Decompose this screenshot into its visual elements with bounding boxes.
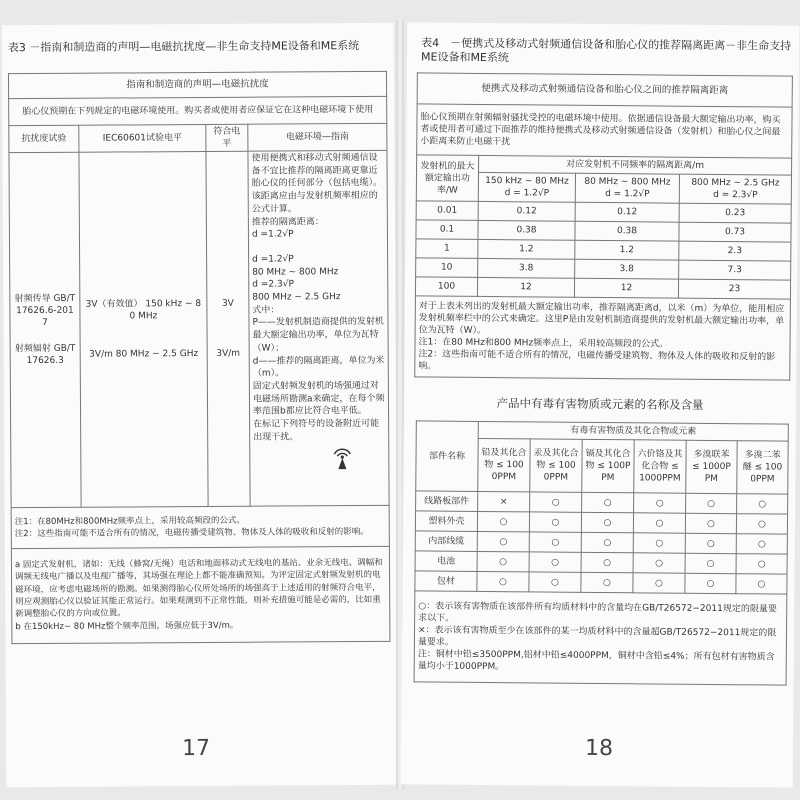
levels-cell bbox=[79, 151, 208, 507]
guidance-cell bbox=[248, 150, 389, 506]
header-level: IEC60601试验电平 bbox=[79, 124, 206, 152]
guidance-recommended: 推荐的隔离距离： bbox=[251, 216, 324, 228]
comply-cell bbox=[206, 151, 250, 506]
substance-mark: ○ bbox=[633, 513, 685, 533]
part-header: 部件名称 bbox=[416, 421, 479, 492]
table4-intro: 胎心仪预期在射频辐射骚扰受控的电磁环境中使用。依据通信设备最大额定输出功率，购买者或使用者可通过下面推荐的维持便携式及移动式射频通信设备（发射机）和胎心仪之间最小距离来防止电磁干扰 bbox=[417, 104, 792, 158]
distance-cell: 1.2 bbox=[478, 239, 575, 259]
guidance-formula-2: d =1.2√P bbox=[252, 254, 294, 265]
substance-header: 多溴二苯醚 ≤ 1000PPM bbox=[737, 441, 789, 494]
page-18 bbox=[401, 22, 800, 787]
substance-mark: ○ bbox=[685, 533, 736, 553]
substance-mark: ○ bbox=[633, 533, 685, 553]
substance-mark: ○ bbox=[633, 553, 685, 573]
substance-mark: ○ bbox=[737, 494, 788, 514]
table4-note-main: 对于上表未列出的发射机最大额定输出功率，推荐隔离距离d，以米（m）为单位，能用相应发射机频率栏中的公式来确定。这里P是由发射机制造商提供的发射机最大额定输出功率，单位为瓦特（W）。 bbox=[418, 301, 785, 337]
substance-mark: ○ bbox=[581, 532, 633, 552]
distance-cell: 0.38 bbox=[575, 221, 679, 241]
part-name: 塑料外壳 bbox=[415, 511, 477, 532]
guidance-fixed: 固定式射频发射机的场强通过对电磁场所勘测a来确定，在每个频率范围b都应比符合电平低。 bbox=[252, 380, 385, 418]
table3-title: 指南和制造商的声明—电磁抗扰度 bbox=[8, 71, 386, 98]
page-number-18: 18 bbox=[584, 735, 614, 762]
band-range: 150 kHz ~ 80 MHz bbox=[485, 175, 569, 187]
substance-mark: ○ bbox=[736, 554, 787, 574]
substance-mark: ○ bbox=[529, 572, 581, 592]
substance-mark: × bbox=[478, 491, 530, 511]
guidance-band-2: 80 MHz ~ 800 MHz bbox=[252, 266, 339, 278]
distance-cell: 12 bbox=[477, 277, 574, 297]
page-number-17: 17 bbox=[182, 735, 211, 762]
power-cell: 0.1 bbox=[416, 220, 478, 240]
page-17 bbox=[2, 23, 399, 787]
substance-mark: ○ bbox=[530, 492, 582, 512]
band-range: 80 MHz ~ 800 MHz bbox=[584, 176, 671, 188]
power-cell: 0.01 bbox=[416, 201, 478, 221]
substance-mark: ○ bbox=[477, 571, 529, 591]
substance-mark: ○ bbox=[477, 511, 529, 531]
hazard-note-cross: ×：表示该有害物质至少在该部件的某一均质材料中的含量超GB/T26572−2011规定的限量要求。 bbox=[417, 625, 777, 648]
substance-mark: ○ bbox=[477, 551, 529, 571]
distance-cell: 1.2 bbox=[575, 240, 679, 260]
substance-mark: ○ bbox=[685, 513, 736, 533]
band-header bbox=[679, 174, 791, 204]
distance-cell: 0.12 bbox=[575, 202, 679, 222]
power-cell: 1 bbox=[416, 239, 478, 259]
band-range: 800 MHz ~ 2.5 GHz bbox=[691, 177, 780, 189]
substance-mark: ○ bbox=[736, 574, 787, 594]
substance-mark: ○ bbox=[634, 493, 686, 513]
distance-cell: 7.3 bbox=[679, 260, 791, 280]
substance-mark: ○ bbox=[581, 512, 633, 532]
table3-note-1: 注1：在80MHz和800MHz频率点上，采用较高频段的公式。 bbox=[14, 515, 246, 527]
radio-wave-icon bbox=[329, 445, 355, 471]
substance-mark: ○ bbox=[581, 552, 633, 572]
substance-header: 六价铬及其化合物 ≤ 1000PPM bbox=[634, 440, 686, 493]
header-comply: 符合电平 bbox=[206, 124, 248, 151]
band-formula: d = 2.3√P bbox=[713, 189, 758, 201]
part-name: 包材 bbox=[415, 571, 477, 592]
tests-cell bbox=[9, 152, 81, 507]
guidance-p-def: P——发射机制造商提供的发射机最大额定输出功率，单位为瓦特（W）； bbox=[252, 317, 384, 354]
table4-title: 便携式及移动式射频通信设备和胎心仪之间的推荐隔离距离 bbox=[417, 73, 792, 107]
distance-cell: 0.73 bbox=[679, 222, 791, 242]
substance-mark: ○ bbox=[529, 552, 581, 572]
band-header bbox=[478, 172, 575, 202]
table4-note-1: 注1：在80 MHz和800 MHz频率点上，采用较高频段的公式。 bbox=[418, 337, 669, 350]
level-conducted: 3V（有效值） 150 kHz ~ 80 MHz bbox=[85, 298, 202, 322]
header-guidance: 电磁环境—指南 bbox=[248, 123, 387, 151]
distance-body bbox=[415, 201, 791, 299]
table3-heading: 表3 －指南和制造商的声明—电磁抗扰度—非生命支持ME设备和ME系统 bbox=[7, 39, 360, 55]
distance-cell: 3.8 bbox=[478, 258, 575, 278]
distance-cell: 12 bbox=[574, 278, 678, 298]
part-name: 线路板部件 bbox=[416, 491, 478, 512]
guidance-where: 式中： bbox=[252, 305, 280, 316]
table3 bbox=[8, 71, 390, 644]
power-cell: 10 bbox=[416, 258, 478, 278]
test-radiated: 射频辐射 GB/T 17626.3 bbox=[14, 343, 76, 367]
table4 bbox=[414, 72, 793, 380]
table3-note-2: 注2：这些指南可能不适合所有的情况，电磁传播受建筑物、物体及人体的吸收和反射的影响。 bbox=[14, 526, 369, 540]
substance-mark: ○ bbox=[685, 553, 736, 573]
substance-mark: ○ bbox=[686, 493, 737, 513]
substance-mark: ○ bbox=[685, 573, 736, 593]
substance-header: 铅及其化合物 ≤ 1000PPM bbox=[478, 438, 530, 491]
band-formula: d = 1.2√P bbox=[605, 189, 650, 200]
table4-heading: 表4 －便携式及移动式射频通信设备和胎心仪的推荐隔离距离－非生命支持ME设备和ME系统 bbox=[420, 36, 792, 65]
hazard-body bbox=[415, 491, 788, 594]
substance-mark: ○ bbox=[529, 532, 581, 552]
distance-cell: 0.38 bbox=[478, 220, 575, 240]
substance-mark: ○ bbox=[736, 514, 787, 534]
hazard-table bbox=[414, 420, 789, 685]
table4-note-2: 注2：这些指南可能不适合所有的情况，电磁传播受建筑物、物体及人体的吸收和反射的影响。 bbox=[418, 349, 776, 372]
distance-cell: 0.12 bbox=[478, 201, 575, 221]
substance-header: 镉及其化合物 ≤ 100PPM bbox=[582, 439, 634, 492]
substance-mark: ○ bbox=[633, 573, 685, 593]
hazard-note-lead: 注：铜材中铅≤3500PPM,铝材中铅≤4000PPM，铜材中含铅≤4%；所有包材有害物质含量均小于1000PPM。 bbox=[417, 649, 775, 673]
hazard-group-header: 有毒有害物质及其化合物或元素 bbox=[478, 421, 788, 441]
header-test: 抗扰度试验 bbox=[9, 125, 79, 152]
part-name: 内部线缆 bbox=[415, 531, 477, 552]
power-cell: 100 bbox=[415, 277, 477, 297]
table3-notes bbox=[11, 505, 389, 548]
table4-notes bbox=[415, 296, 791, 380]
guidance-formula-3: d =2.3√P bbox=[252, 279, 294, 291]
guidance-text: 使用便携式和移动式射频通信设备不宜比推荐的隔离距离更靠近胎心仪的任何部分（包括电缆）。该距离应由与发射机频率相应的公式计算。 bbox=[251, 152, 383, 215]
guidance-band-3: 800 MHz ~ 2.5 GHz bbox=[252, 292, 341, 303]
level-radiated: 3V/m 80 MHz ~ 2.5 GHz bbox=[89, 349, 199, 360]
part-name: 电池 bbox=[415, 551, 477, 572]
substance-mark: ○ bbox=[477, 531, 529, 551]
test-conducted: 射频传导 GB/T 17626.6-2017 bbox=[14, 293, 76, 328]
distance-cell: 3.8 bbox=[575, 259, 679, 279]
band-header bbox=[575, 173, 679, 203]
substance-header: 汞及其化合物 ≤ 1000PPM bbox=[530, 439, 582, 492]
substance-mark: ○ bbox=[529, 512, 581, 532]
guidance-d-def: d——推荐的隔离距离，单位为米（m）。 bbox=[252, 355, 385, 379]
band-formula: d = 1.2√P bbox=[504, 188, 550, 199]
guidance-formula-1: d =1.2√P bbox=[251, 229, 294, 240]
comply-conducted: 3V bbox=[221, 298, 234, 309]
distance-header: 对应发射机不同频率的隔离距离/m bbox=[479, 155, 792, 175]
distance-cell: 2.3 bbox=[679, 241, 791, 261]
distance-cell: 23 bbox=[678, 279, 790, 299]
table3-footnote-a: a 固定式发射机，诸如：无线（蜂窝/无绳）电话和地面移动式无线电的基站、业余无线电、调幅和调频无线电广播以及电视广播等，其场强在理论上都不能准确预知。为评定固定式射频发射机的电磁环境，应考虑电磁场所的勘测。如果测得胎心仪所处场所的场强高于上述适用的射频符合电平，则应观测胎心仪以验证其能正常运行。如果观测到不正常性能，则补充措施可能是必需的，比如重新调整胎心仪的方向或位置。 bbox=[14, 557, 383, 620]
substance-mark: ○ bbox=[736, 534, 787, 554]
table3-footnote-b: b 在150kHz~ 80 MHz整个频率范围，场强应低于3V/m。 bbox=[15, 620, 239, 632]
table3-intro: 胎心仪预期在下列规定的电磁环境使用。购买者或使用者应保证它在这种电磁环境下使用 bbox=[9, 96, 387, 125]
substance-header: 多溴联苯 ≤ 1000PPM bbox=[686, 440, 737, 493]
hazard-notes bbox=[414, 591, 787, 685]
comply-radiated: 3V/m bbox=[216, 348, 241, 359]
hazard-note-circle: ○：表示该有害物质在该部件所有均质材料中的含量均在GB/T26572−2011规定的限量要求以下。 bbox=[418, 601, 777, 624]
distance-cell: 0.23 bbox=[679, 203, 791, 223]
substance-mark: ○ bbox=[582, 492, 634, 512]
power-header: 发射机的最大额定输出功率/W bbox=[416, 155, 478, 202]
substance-mark: ○ bbox=[581, 572, 633, 592]
hazard-title: 产品中有毒有害物质或元素的名称及含量 bbox=[496, 396, 704, 412]
guidance-symbol: 在标记下列符号的设备附近可能出现干扰。 bbox=[253, 418, 380, 443]
table3-footnotes bbox=[11, 546, 390, 643]
